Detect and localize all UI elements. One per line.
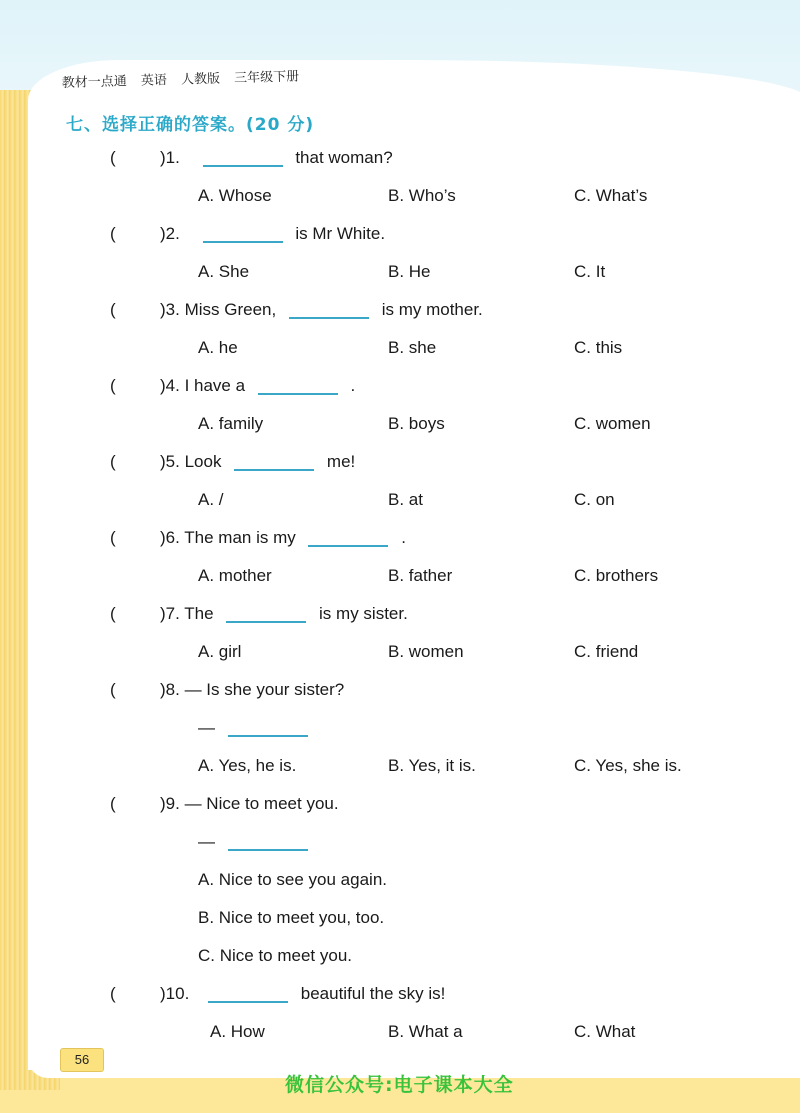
option-b[interactable]: B. she (388, 338, 437, 357)
answer-blank (228, 849, 308, 851)
question-text-after: me! (326, 452, 356, 471)
question-text-before: Miss Green, (184, 300, 277, 319)
option-c[interactable]: C. on (574, 490, 615, 509)
question-text-before: I have a (184, 376, 246, 395)
answer-paren[interactable]: ( (110, 984, 116, 1003)
reply-line (198, 832, 316, 852)
answer-blank (258, 393, 338, 395)
question-9 (160, 794, 339, 814)
question-number: )7. (160, 604, 180, 623)
answer-paren[interactable]: ( (110, 300, 116, 319)
question-number: )6. (160, 528, 180, 547)
option-a[interactable]: A. Yes, he is. (198, 756, 297, 775)
question-number: )8. (160, 680, 180, 699)
answer-blank (203, 241, 283, 243)
option-c[interactable]: C. Nice to meet you. (198, 946, 353, 965)
option-c[interactable]: C. What (574, 1022, 636, 1041)
answer-paren[interactable]: ( (110, 604, 116, 623)
answer-paren[interactable]: ( (110, 376, 116, 395)
option-c[interactable]: C. It (574, 262, 606, 281)
question-text-after: beautiful the sky is! (300, 984, 446, 1003)
question-text-before: The (184, 604, 214, 623)
question-5 (160, 452, 355, 472)
question-text-after: is my sister. (319, 604, 408, 623)
dash: — (198, 832, 215, 851)
question-text-after: is my mother. (381, 300, 483, 319)
question-number: )2. (160, 224, 180, 243)
option-b[interactable]: B. father (388, 566, 453, 585)
question-7 (160, 604, 408, 624)
answer-blank (226, 621, 306, 623)
option-c[interactable]: C. friend (574, 642, 639, 661)
question-text-after: . (350, 376, 356, 395)
option-a[interactable]: A. Nice to see you again. (198, 870, 388, 889)
answer-paren[interactable]: ( (110, 224, 116, 243)
question-number: )5. (160, 452, 180, 471)
question-number: )1. (160, 148, 180, 167)
question-6 (160, 528, 406, 548)
question-2 (160, 224, 385, 244)
question-text-after: is Mr White. (295, 224, 386, 243)
question-text: — Is she your sister? (184, 680, 345, 699)
header-subject: 英语 (140, 73, 168, 89)
option-b[interactable]: B. Nice to meet you, too. (198, 908, 385, 927)
section-title: 七、选择正确的答案。(20 分) (66, 115, 315, 135)
option-b[interactable]: B. Yes, it is. (388, 756, 476, 775)
page-number: 56 (60, 1048, 104, 1072)
question-text: — Nice to meet you. (184, 794, 339, 813)
option-b[interactable]: B. He (388, 262, 431, 281)
question-8 (160, 680, 344, 700)
option-b[interactable]: B. Who’s (388, 186, 456, 205)
answer-blank (203, 165, 283, 167)
option-c[interactable]: C. Yes, she is. (574, 756, 682, 775)
question-text-before: Look (184, 452, 222, 471)
answer-blank (208, 1001, 288, 1003)
dash: — (198, 718, 215, 737)
option-a[interactable]: A. Whose (198, 186, 272, 205)
option-a[interactable]: A. mother (198, 566, 272, 585)
header-grade: 三年级下册 (233, 69, 300, 87)
question-number: )9. (160, 794, 180, 813)
answer-blank (308, 545, 388, 547)
option-a[interactable]: A. How (210, 1022, 265, 1041)
answer-blank (289, 317, 369, 319)
option-b[interactable]: B. What a (388, 1022, 463, 1041)
question-number: )3. (160, 300, 180, 319)
answer-paren[interactable]: ( (110, 794, 116, 813)
option-c[interactable]: C. What’s (574, 186, 648, 205)
option-a[interactable]: A. girl (198, 642, 242, 661)
option-a[interactable]: A. family (198, 414, 264, 433)
answer-blank (234, 469, 314, 471)
option-a[interactable]: A. She (198, 262, 250, 281)
question-text-after: that woman? (295, 148, 393, 167)
page-sheet (28, 60, 800, 1070)
option-c[interactable]: C. women (574, 414, 651, 433)
question-3 (160, 300, 483, 320)
option-b[interactable]: B. women (388, 642, 464, 661)
header-book: 教材一点通 (61, 74, 127, 91)
question-number: )4. (160, 376, 180, 395)
option-c[interactable]: C. brothers (574, 566, 659, 585)
option-a[interactable]: A. / (198, 490, 224, 509)
answer-paren[interactable]: ( (110, 528, 116, 547)
answer-blank (228, 735, 308, 737)
header-edition: 人教版 (180, 71, 221, 88)
watermark: 微信公众号:电子课本大全 (285, 1074, 514, 1096)
question-text-after: . (401, 528, 406, 547)
answer-paren[interactable]: ( (110, 680, 116, 699)
question-10 (160, 984, 445, 1004)
question-text-before: The man is my (184, 528, 296, 547)
question-4 (160, 376, 355, 396)
option-b[interactable]: B. boys (388, 414, 445, 433)
option-b[interactable]: B. at (388, 490, 423, 509)
question-1 (160, 148, 393, 168)
question-number: )10. (160, 984, 190, 1003)
answer-paren[interactable]: ( (110, 148, 116, 167)
option-c[interactable]: C. this (574, 338, 623, 357)
option-a[interactable]: A. he (198, 338, 238, 357)
answer-paren[interactable]: ( (110, 452, 116, 471)
reply-line (198, 718, 316, 738)
